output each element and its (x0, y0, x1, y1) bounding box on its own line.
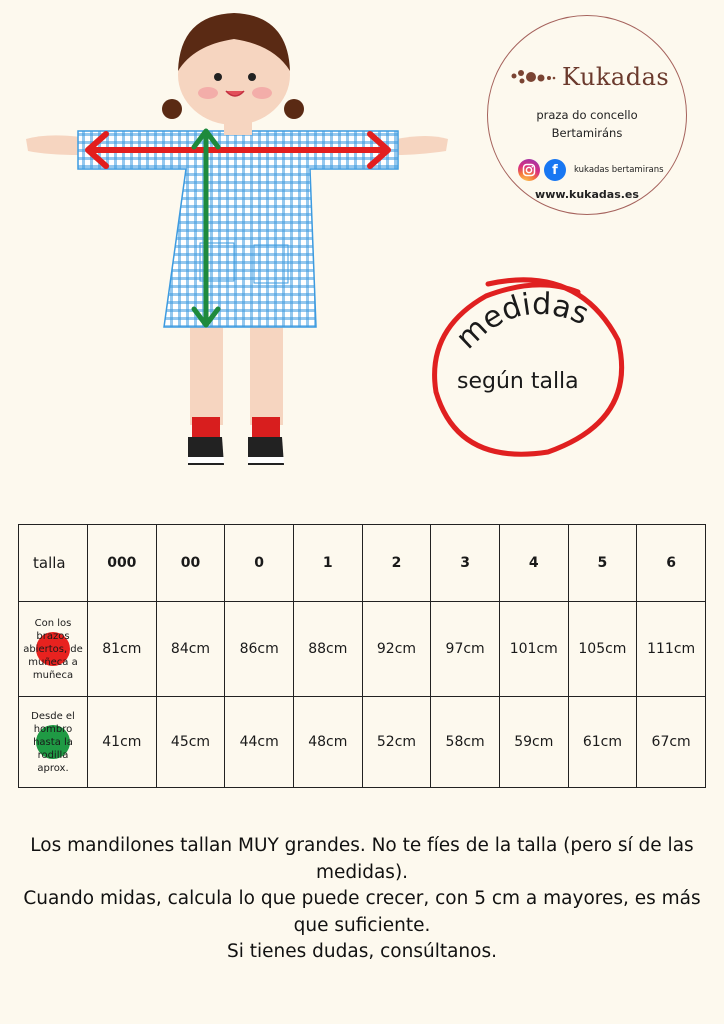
gingham-dress (78, 131, 398, 327)
size-header: 0 (225, 525, 294, 602)
size-header: 000 (88, 525, 157, 602)
table-cell: 41cm (88, 697, 157, 788)
footer-notes (18, 833, 706, 966)
brand-name: Kukadas (562, 63, 670, 91)
size-header: 5 (568, 525, 637, 602)
instagram-icon[interactable] (518, 159, 540, 181)
size-header: 6 (637, 525, 706, 602)
table-cell: 88cm (293, 602, 362, 697)
medidas-title: medidas (449, 286, 594, 357)
medidas-subtitle: según talla (457, 369, 579, 394)
child-measurement-illustration (18, 5, 458, 475)
footer-line-2: Cuando midas, calcula lo que puede crecer, con 5 cm a mayores, es más que suficiente. (23, 888, 701, 936)
size-header: 2 (362, 525, 431, 602)
social-row (518, 159, 664, 181)
medidas-badge (428, 270, 638, 460)
facebook-icon[interactable]: f (544, 159, 566, 181)
footer-line-3: Si tienes dudas, consúltanos. (227, 941, 497, 962)
table-cell: 67cm (637, 697, 706, 788)
table-cell: 86cm (225, 602, 294, 697)
table-cell: 105cm (568, 602, 637, 697)
table-cell: 45cm (156, 697, 225, 788)
row-label-text: Desde el hombro hasta la rodilla aprox. (31, 710, 75, 774)
row-label-text: Con los brazos abiertos, de muñeca a muñeca (23, 617, 83, 681)
table-cell: 111cm (637, 602, 706, 697)
website-link[interactable]: www.kukadas.es (535, 188, 639, 201)
table-row (19, 602, 706, 697)
table-cell: 84cm (156, 602, 225, 697)
social-handle: kukadas bertamirans (574, 165, 664, 175)
address-line-1: praza do concello (536, 108, 638, 122)
head (162, 13, 304, 135)
table-cell: 44cm (225, 697, 294, 788)
logo-row (510, 63, 669, 91)
table-cell: 101cm (499, 602, 568, 697)
header-label: talla (19, 525, 88, 602)
row-label (19, 617, 87, 682)
kukadas-logo-badge (487, 15, 687, 215)
table-row (19, 697, 706, 788)
size-header: 1 (293, 525, 362, 602)
table-cell: 61cm (568, 697, 637, 788)
size-table (18, 524, 706, 788)
table-cell: 92cm (362, 602, 431, 697)
table-cell: 59cm (499, 697, 568, 788)
row-label-cell (19, 697, 88, 788)
table-cell: 52cm (362, 697, 431, 788)
size-header: 4 (499, 525, 568, 602)
table-cell: 97cm (431, 602, 500, 697)
table-header-row (19, 525, 706, 602)
row-label (19, 710, 87, 775)
size-header: 3 (431, 525, 500, 602)
legs (188, 327, 284, 465)
logo-dots-icon (510, 66, 556, 88)
footer-line-1: Los mandilones tallan MUY grandes. No te fíes de la talla (pero sí de las medidas). (30, 835, 694, 883)
table-cell: 58cm (431, 697, 500, 788)
table-cell: 81cm (88, 602, 157, 697)
address-line-2: Bertamiráns (551, 126, 623, 140)
table-cell: 48cm (293, 697, 362, 788)
size-header: 00 (156, 525, 225, 602)
row-label-cell (19, 602, 88, 697)
